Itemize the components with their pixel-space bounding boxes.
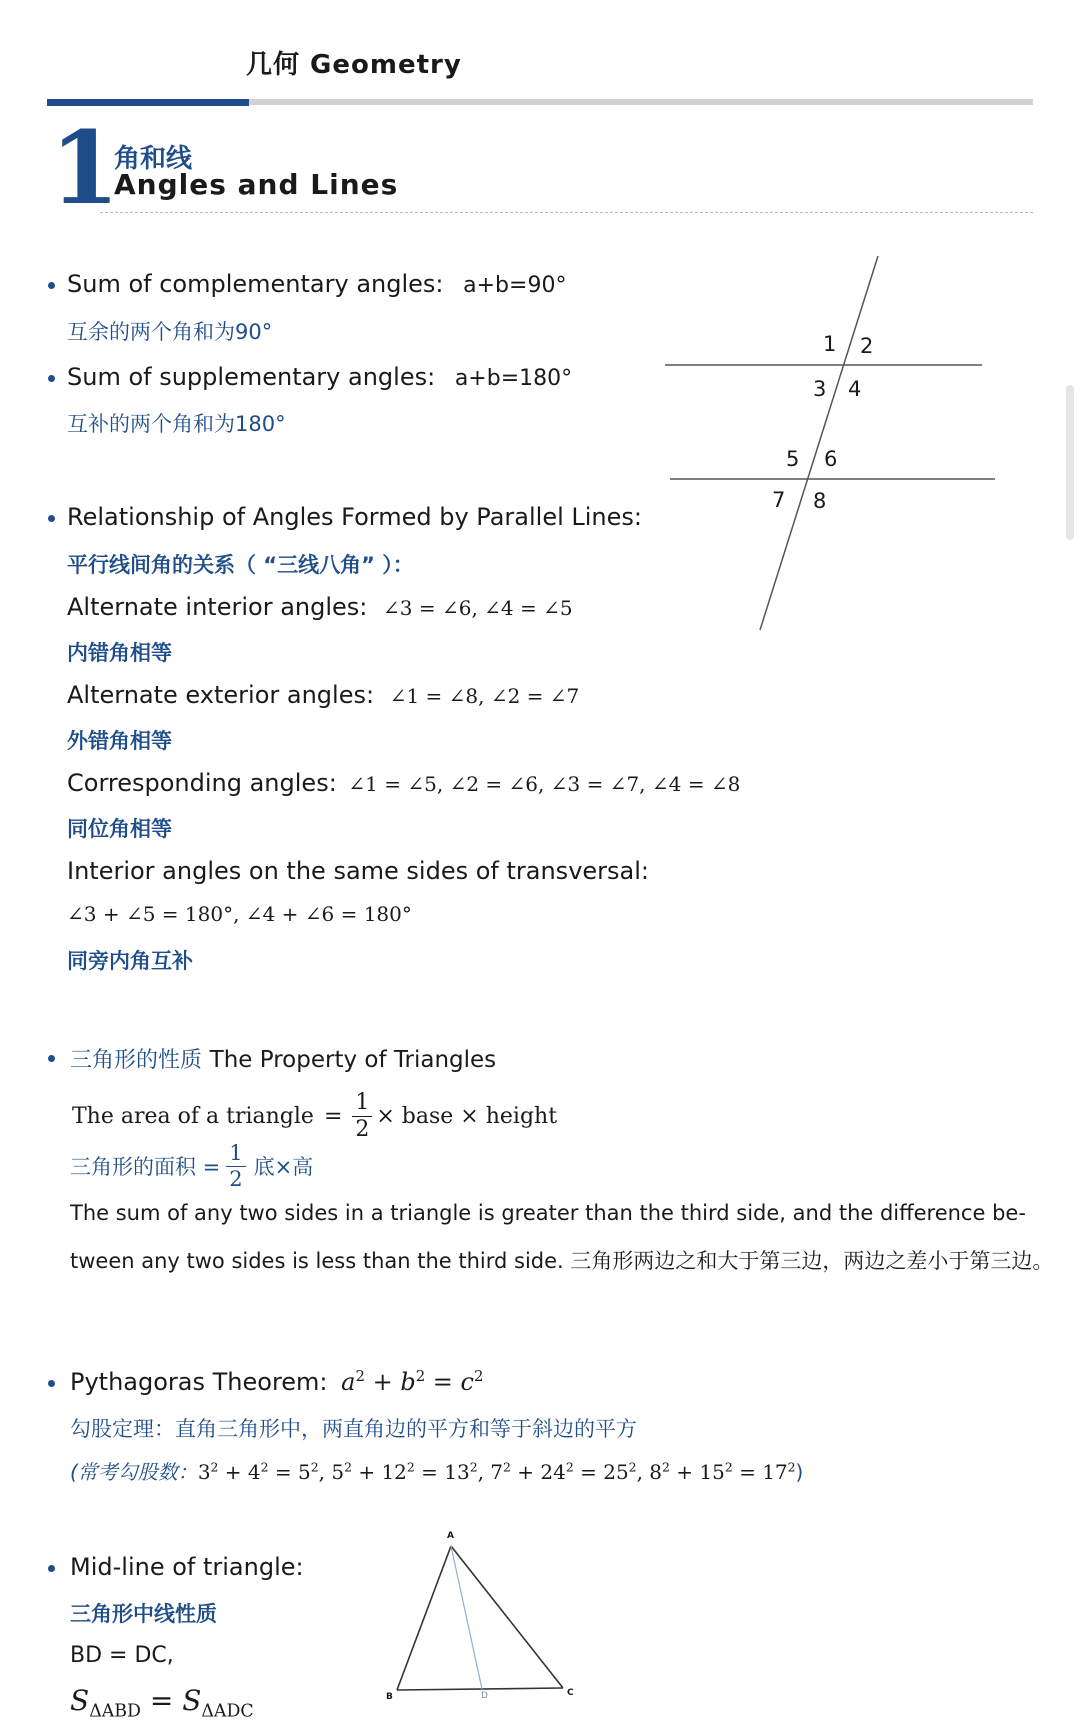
angle-label-7: 7 — [772, 488, 786, 512]
parallel-heading-cn: 平行线间角的关系（ “三线八角” ）： — [67, 553, 414, 577]
midline-bd-dc: BD = DC, — [70, 1643, 174, 1668]
bullet — [48, 515, 55, 522]
triangle-sides-line-1: The sum of any two sides in a triangle is greater than the third side, and the difference be- — [70, 1201, 1026, 1225]
parallel-lines-diagram — [660, 250, 1010, 640]
midline-cn: 三角形中线性质 — [70, 1602, 217, 1626]
triangle-heading: 三角形的性质 The Property of Triangles — [70, 1047, 497, 1073]
pythagoras-triples: (常考勾股数：$3^2 + 4^2 = 5^2$, $5^2 + 12^2 = 13^2$, $7^2 + 24^2 = 25^2$, $8^2 + 15^2 = 17^2$) — [70, 1459, 804, 1484]
pythagoras-cn: 勾股定理：直角三角形中，两直角边的平方和等于斜边的平方 — [70, 1417, 637, 1441]
angle-label-3: 3 — [813, 377, 827, 401]
section-number: 1 — [50, 109, 120, 227]
angle-label-4: 4 — [848, 377, 862, 401]
supplementary-cn: 互补的两个角和为180° — [67, 412, 286, 436]
angle-label-1: 1 — [823, 332, 837, 356]
parallel-heading: Relationship of Angles Formed by Parallel Lines: — [67, 503, 642, 531]
vertex-d-label: D — [481, 1691, 488, 1701]
header-progress-accent — [47, 99, 249, 106]
scrollbar-thumb[interactable] — [1066, 385, 1074, 540]
page-title: 几何 Geometry — [246, 50, 462, 80]
triangle-side-ab — [397, 1546, 451, 1690]
bullet — [48, 282, 55, 289]
vertex-a-label: A — [447, 1531, 454, 1541]
section-divider — [100, 212, 1033, 213]
corresponding-row: Corresponding angles: ∠1 = ∠5, ∠2 = ∠6, ∠3 = ∠7, ∠4 = ∠8 — [67, 769, 741, 797]
area-cn-fraction: $\frac{1}{2}$ — [226, 1143, 245, 1190]
same-side-cn: 同旁内角互补 — [67, 949, 193, 973]
angle-label-5: 5 — [786, 447, 800, 471]
bullet — [48, 1055, 55, 1062]
transversal-line — [760, 256, 878, 630]
alt-exterior-row: Alternate exterior angles: ∠1 = ∠8, ∠2 = ∠7 — [67, 681, 580, 709]
section-title-en: Angles and Lines — [114, 168, 399, 201]
same-side-formula: ∠3 + ∠5 = 180°, ∠4 + ∠6 = 180° — [67, 902, 412, 926]
area-fraction: $\frac{1}{2}$ — [352, 1092, 372, 1141]
triangle-area-formula: The area of a triangle = $\frac{1}{2}$ × base × height — [72, 1089, 558, 1142]
supplementary-label: Sum of supplementary angles: a+b=180° — [67, 363, 573, 391]
midline-label: Mid-line of triangle: — [70, 1553, 304, 1581]
triangle-side-bc — [397, 1688, 563, 1690]
vertex-b-label: B — [386, 1692, 393, 1702]
alt-interior-row: Alternate interior angles: ∠3 = ∠6, ∠4 = ∠5 — [67, 593, 573, 621]
vertex-c-label: C — [567, 1688, 574, 1698]
triangle-sides-line-2: tween any two sides is less than the third side. 三角形两边之和大于第三边，两边之差小于第三边。 — [70, 1249, 1054, 1273]
angle-label-2: 2 — [860, 334, 874, 358]
bullet — [48, 375, 55, 382]
corresponding-cn: 同位角相等 — [67, 817, 172, 841]
alt-exterior-cn: 外错角相等 — [67, 729, 172, 753]
bullet — [48, 1565, 55, 1572]
triangle-median-ad — [451, 1546, 482, 1689]
complementary-cn: 互余的两个角和为90° — [67, 320, 273, 344]
pythagoras-row: Pythagoras Theorem: $a^2 + b^2 = c^2$ — [70, 1367, 484, 1396]
bullet — [48, 1380, 55, 1387]
triangle-area-cn: 三角形的面积 = $\frac{1}{2}$ 底×高 — [70, 1140, 314, 1191]
triangle-side-ac — [451, 1546, 563, 1688]
complementary-label: Sum of complementary angles: a+b=90° — [67, 270, 567, 298]
angle-label-6: 6 — [824, 447, 838, 471]
alt-interior-cn: 内错角相等 — [67, 641, 172, 665]
angle-label-8: 8 — [813, 489, 827, 513]
section-title-cn: 角和线 — [114, 144, 193, 174]
same-side-label: Interior angles on the same sides of transversal: — [67, 857, 649, 885]
midline-area-equality: $S_{\Delta ABD} = S_{\Delta ADC}$ — [70, 1684, 254, 1722]
